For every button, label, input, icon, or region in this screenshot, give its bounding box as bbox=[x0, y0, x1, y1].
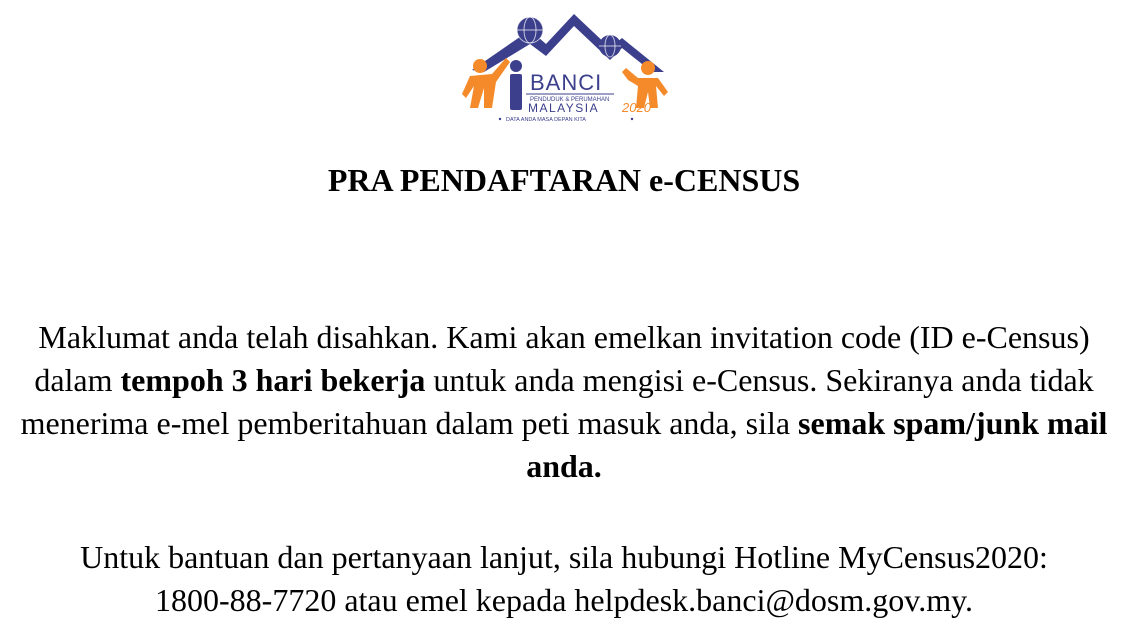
help-text-line-2: 1800-88-7720 atau emel kepada helpdesk.banci@dosm.gov.my. bbox=[155, 582, 973, 618]
logo-subtitle-text: PENDUDUK & PERUMAHAN bbox=[530, 97, 610, 103]
help-text-line-1: Untuk bantuan dan pertanyaan lanjut, sila hubungi Hotline MyCensus2020: bbox=[80, 539, 1048, 575]
logo-figure-middle bbox=[510, 60, 522, 110]
help-message bbox=[20, 536, 1108, 622]
logo-year-text: 2020 bbox=[622, 100, 651, 115]
page-title: PRA PENDAFTARAN e-CENSUS bbox=[327, 162, 801, 198]
logo-roof-shape bbox=[472, 14, 664, 72]
message-emphasis-duration: tempoh 3 hari bekerja bbox=[120, 362, 426, 398]
banci-malaysia-2020-logo bbox=[462, 8, 668, 126]
logo-figure-left bbox=[462, 58, 510, 108]
message-text-2: untuk anda mengisi e-Census. Sekiranya anda tidak menerima e-mel pemberitahuan dalam peti masuk anda, sila bbox=[20, 362, 1094, 441]
logo-brand-text: BANCI bbox=[530, 70, 603, 95]
message-text-1: Maklumat anda telah disahkan. Kami akan emelkan invitation code (ID e-Census) dalam bbox=[34, 319, 1090, 398]
logo-tagline-text: DATA ANDA MASA DEPAN KITA bbox=[506, 117, 586, 123]
confirmation-message bbox=[20, 316, 1108, 488]
logo-country-text: MALAYSIA bbox=[528, 101, 600, 115]
message-emphasis-spam: semak spam/junk mail anda. bbox=[526, 405, 1108, 484]
